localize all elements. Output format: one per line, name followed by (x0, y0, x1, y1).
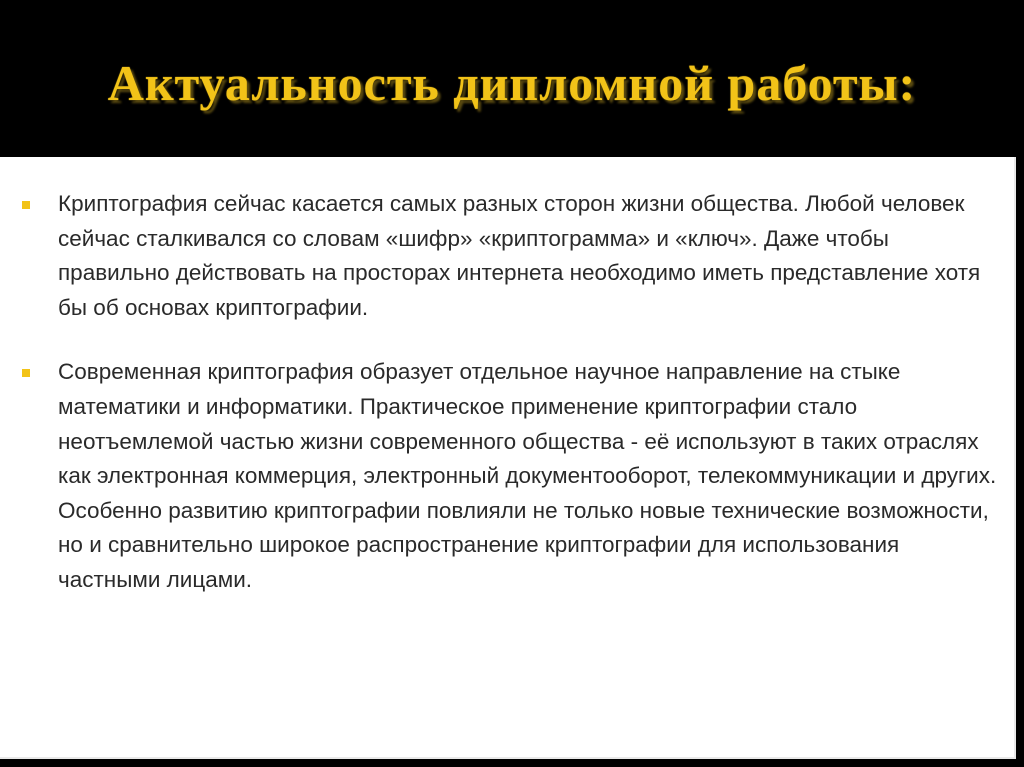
bullet-item (22, 187, 997, 325)
square-bullet-icon (22, 369, 30, 377)
slide-header (0, 0, 1024, 157)
bullet-text: Современная криптография образует отдельное научное направление на стыке математики и информатики. Практическое применение криптографии стало неотъемлемой частью жизни современного общества - её используют в таких отраслях как электронная коммерция, электронный документооборот, телекоммуникации и других. Особенно развитию криптографии повлияли не только новые технические возможности, но и сравнительно широкое распространение криптографии для использования частными лицами. (58, 359, 997, 592)
bullet-item (22, 355, 997, 597)
bullet-list (22, 187, 997, 628)
bullet-text: Криптография сейчас касается самых разных сторон жизни общества. Любой человек сейчас сталкивался со словам «шифр» «криптограмма» и «ключ». Даже чтобы правильно действовать на просторах интернета необходимо иметь представление хотя бы об основах криптографии. (58, 191, 981, 320)
square-bullet-icon (22, 201, 30, 209)
content-panel (0, 157, 1016, 759)
slide-title: Актуальность дипломной работы: (107, 55, 917, 111)
